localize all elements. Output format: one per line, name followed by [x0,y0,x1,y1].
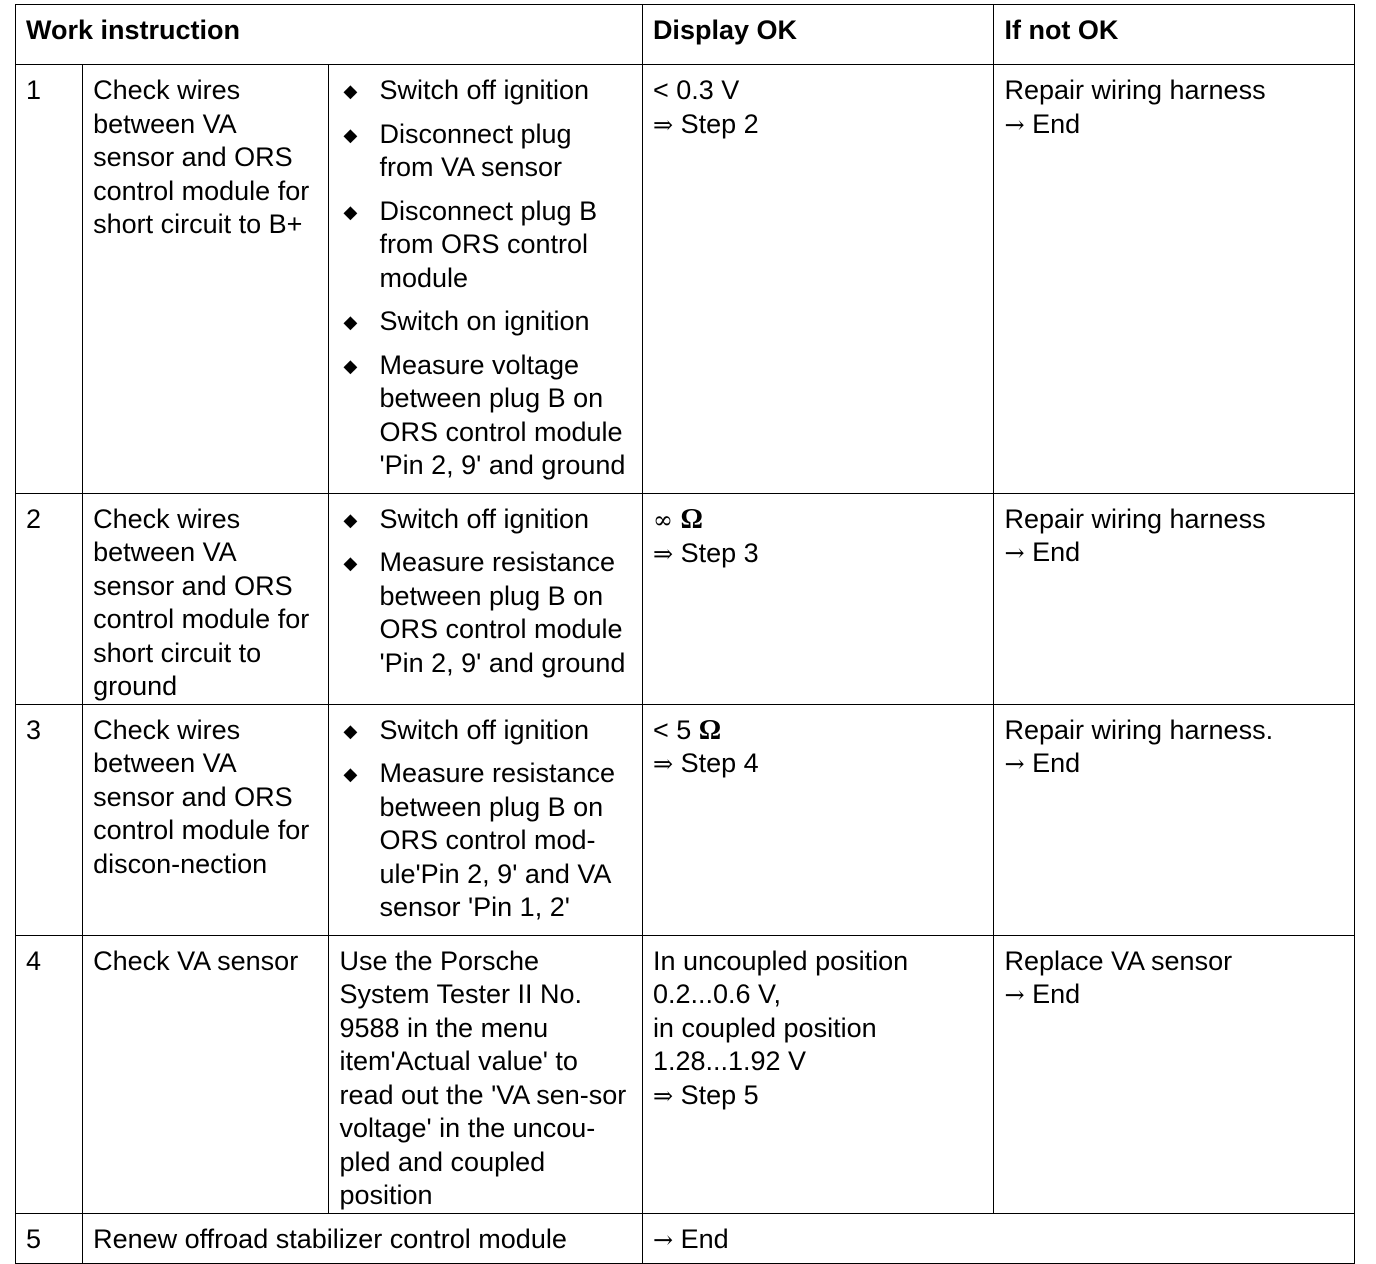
if-not-ok-cell [994,493,1355,704]
header-display-ok: Display OK [642,5,994,65]
next-step: End [680,1223,729,1254]
list-item: ◆ Disconnect plug B from ORS control module [343,195,598,293]
diamond-bullet-icon: ◆ [343,201,358,222]
display-value: < 0.3 V [652,75,740,105]
header-work-instruction: Work instruction [16,5,643,65]
list-item: ◆ Disconnect plug from VA sensor [343,118,572,182]
table-row [16,704,1355,935]
fail-next: End [1032,108,1081,139]
step-number: 5 [16,1213,83,1263]
if-not-ok-cell [994,935,1355,1213]
display-line: in coupled position [652,1012,877,1043]
step-instruction: Use the Porsche System Tester II No. 9588 in the menu item'Actual value' to read out the 'VA sen-sor voltage' in the uncou-pled and coupled position [329,935,642,1213]
table-row [16,493,1355,704]
next-step: Step 2 [680,108,759,139]
display-unit: Ω [698,714,722,746]
fail-next: End [1032,748,1081,778]
double-arrow-icon: ⇒ [652,110,674,139]
list-item: ◆ Measure voltage between plug B on ORS control module 'Pin 2, 9' and ground [343,349,626,480]
next-step: Step 5 [680,1079,759,1110]
if-not-ok-cell [994,704,1355,935]
table-row [16,935,1355,1213]
fail-action: Repair wiring harness [1004,75,1266,105]
fail-action: Replace VA sensor [1004,945,1233,976]
next-step: Step 4 [680,748,759,778]
step-number: 2 [16,493,83,704]
list-item: ◆ Switch off ignition [343,75,590,105]
step-number: 1 [16,65,83,494]
table-header-row [16,5,1355,65]
diamond-bullet-icon: ◆ [343,124,358,145]
step-number: 3 [16,704,83,935]
right-arrow-icon: → [1004,110,1025,139]
display-symbol: ∞ [652,505,673,534]
display-unit: Ω [680,503,703,535]
display-line: In uncoupled position [652,945,909,976]
display-ok-cell [642,935,994,1213]
step-description: Renew offroad stabilizer control module [83,1213,643,1263]
list-item: ◆ Switch off ignition [343,503,590,534]
diamond-bullet-icon: ◆ [343,553,358,573]
fail-next: End [1032,537,1081,567]
double-arrow-icon: ⇒ [652,540,674,568]
list-item: ◆ Measure resistance between plug B on ORS control mod-ule'Pin 2, 9' and VA sensor 'Pin 1, 2' [343,758,616,922]
right-arrow-icon: → [1004,539,1025,567]
right-arrow-icon: → [1004,981,1025,1009]
fail-action: Repair wiring harness [1004,503,1266,534]
table-row [16,1213,1355,1263]
step-actions [329,65,642,494]
fail-next: End [1032,979,1081,1009]
display-line: 1.28...1.92 V [652,1046,807,1076]
header-if-not-ok: If not OK [994,5,1355,65]
diamond-bullet-icon: ◆ [343,720,358,741]
work-instruction-table [15,4,1355,1264]
double-arrow-icon: ⇒ [652,750,674,778]
step-number: 4 [16,935,83,1213]
step-description: Check wires between VA sensor and ORS control module for discon-nection [83,704,329,935]
step-actions [329,704,642,935]
list-item: ◆ Switch on ignition [343,306,590,336]
diamond-bullet-icon: ◆ [343,509,358,530]
right-arrow-icon: → [652,1225,674,1254]
list-item: ◆ Switch off ignition [343,714,590,745]
step-description: Check wires between VA sensor and ORS control module for short circuit to B+ [83,65,329,494]
display-value: < 5 [652,714,692,745]
if-not-ok-cell [994,65,1355,494]
diamond-bullet-icon: ◆ [343,355,358,376]
next-step: Step 3 [680,538,759,568]
step-description: Check wires between VA sensor and ORS control module for short circuit to ground [83,493,329,704]
step-actions [329,493,642,704]
display-ok-cell [642,493,994,704]
table-row [16,65,1355,494]
step-description: Check VA sensor [83,935,329,1213]
display-line: 0.2...0.6 V, [652,979,782,1009]
display-ok-cell [642,1213,1354,1263]
diamond-bullet-icon: ◆ [343,81,358,101]
right-arrow-icon: → [1004,750,1025,778]
display-ok-cell [642,704,994,935]
diamond-bullet-icon: ◆ [343,312,358,332]
diamond-bullet-icon: ◆ [343,764,358,784]
double-arrow-icon: ⇒ [652,1081,674,1110]
list-item: ◆ Measure resistance between plug B on ORS control module 'Pin 2, 9' and ground [343,547,626,678]
fail-action: Repair wiring harness. [1004,714,1274,745]
display-ok-cell [642,65,994,494]
